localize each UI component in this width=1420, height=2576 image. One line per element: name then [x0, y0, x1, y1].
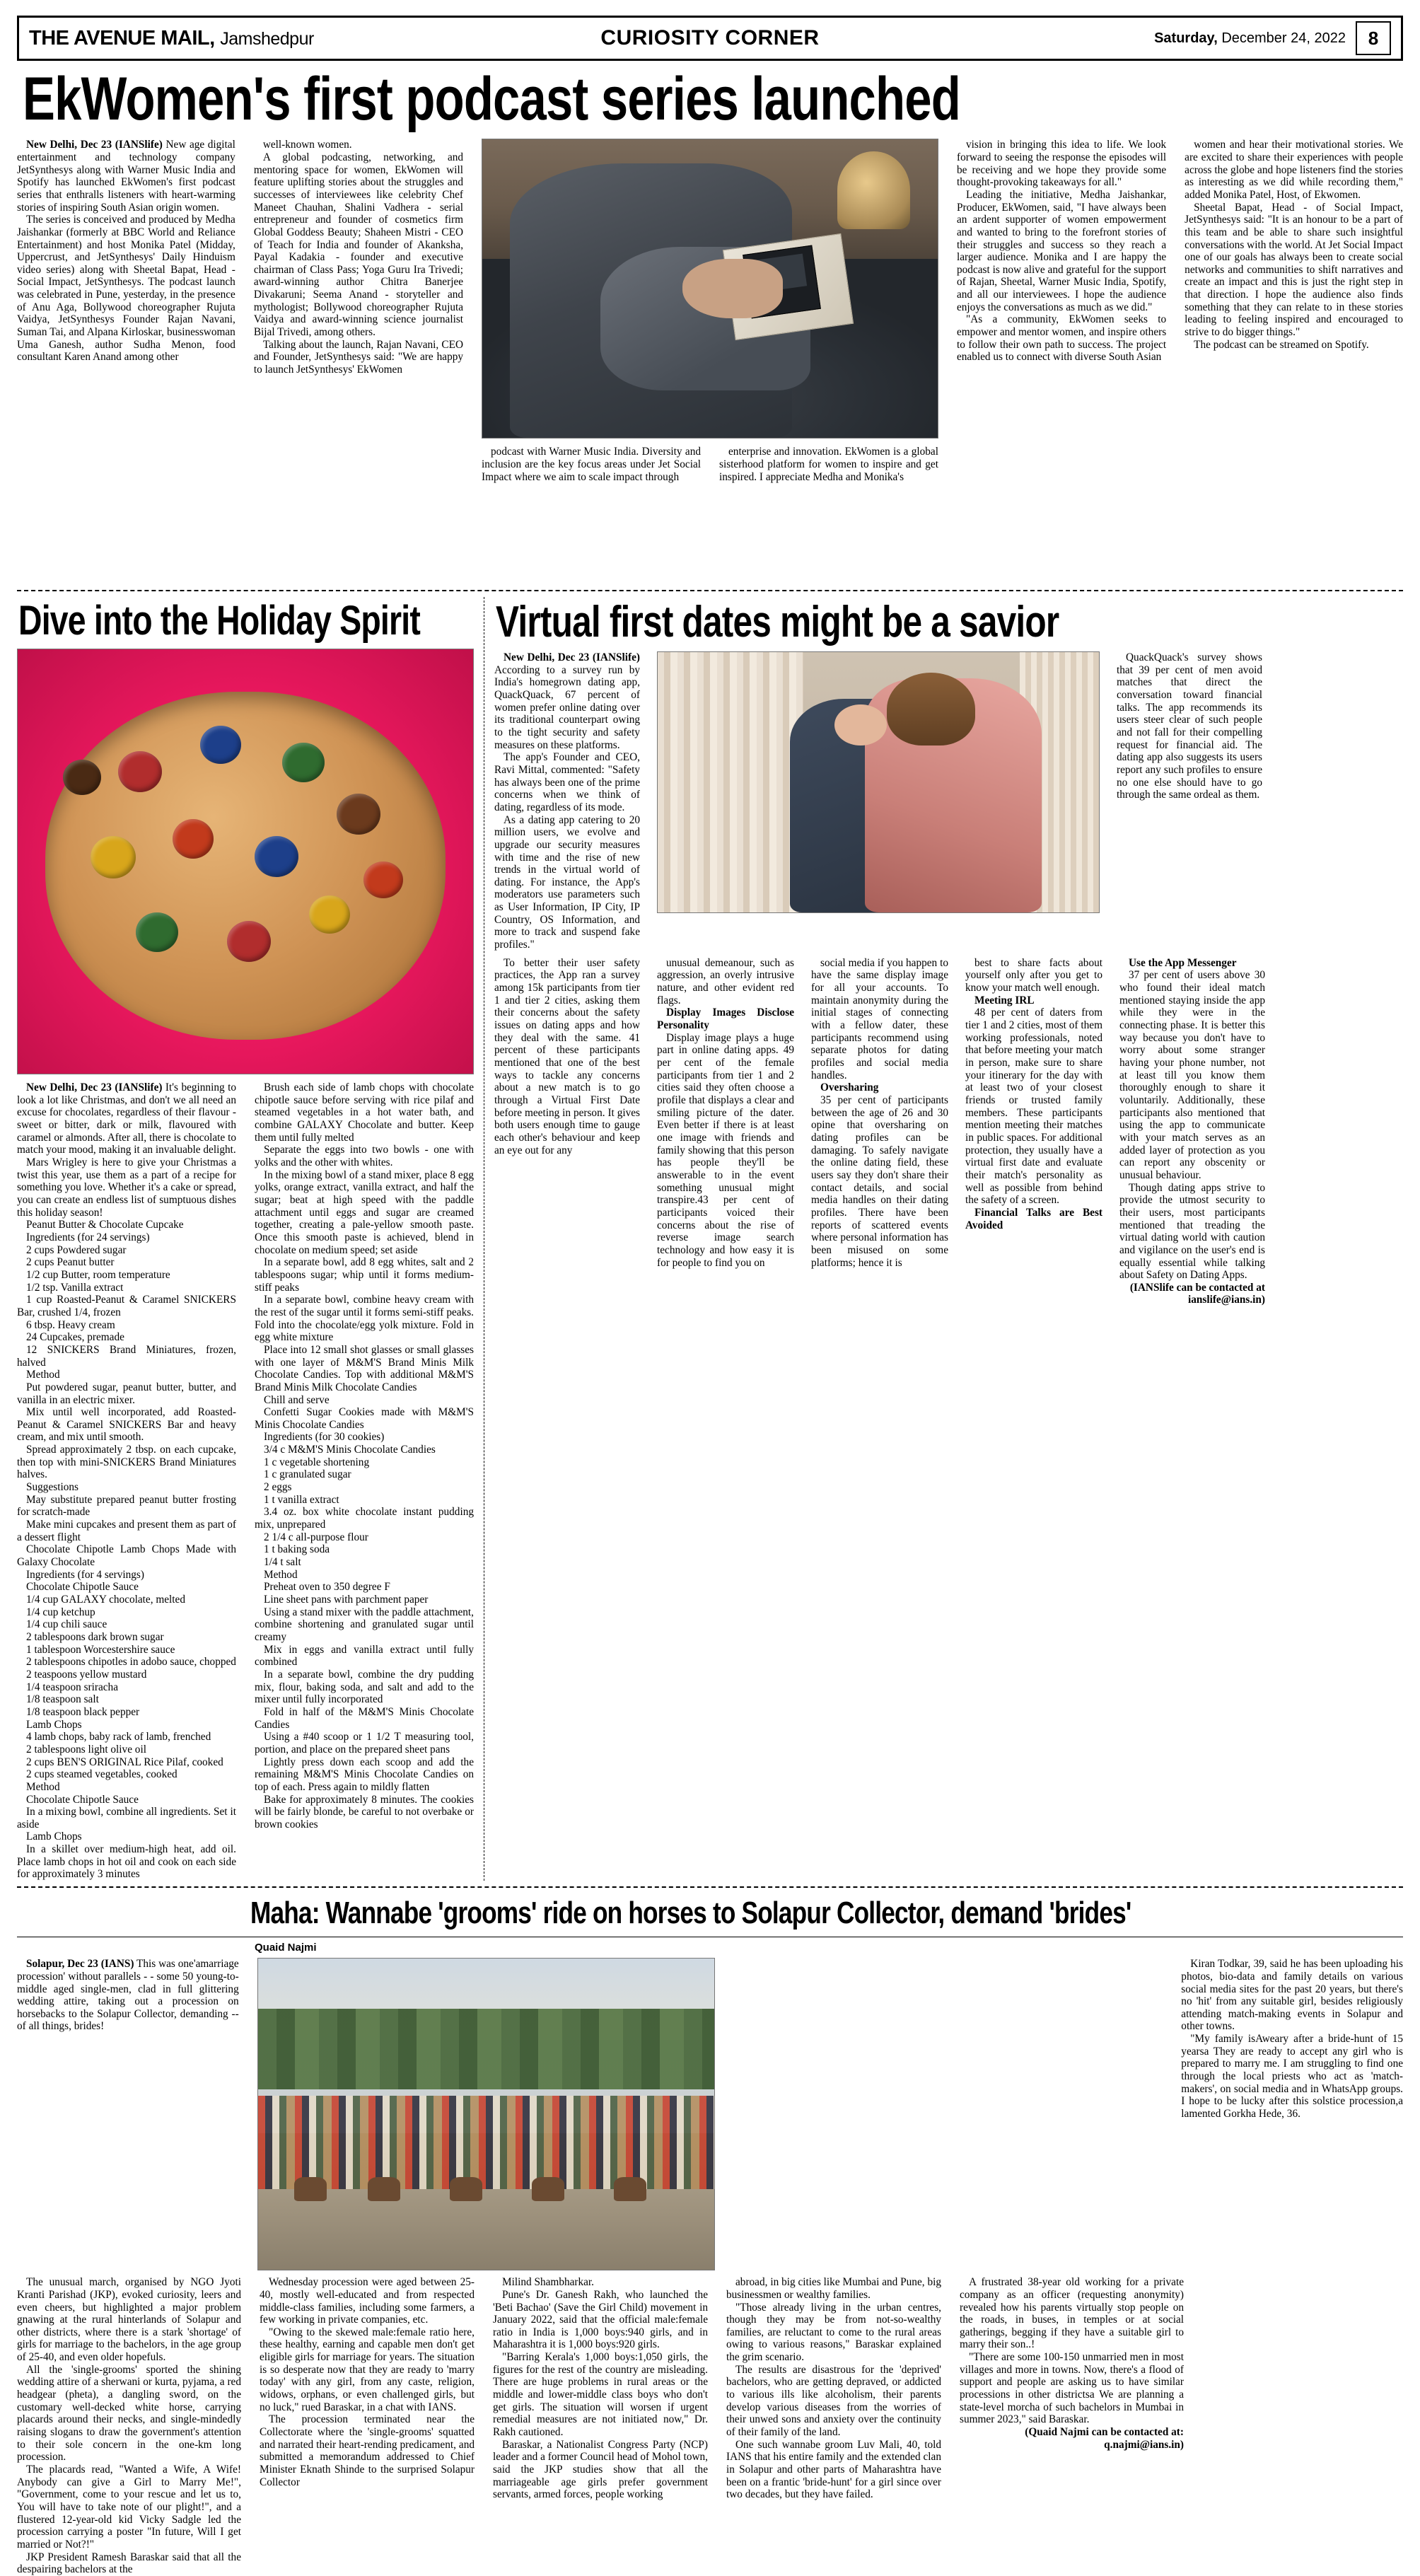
paragraph: Ingredients (for 30 cookies) [264, 1431, 385, 1444]
story1-col1 [17, 139, 245, 584]
candy-shape [173, 819, 214, 859]
story3-bottom [494, 957, 1403, 1306]
paragraph: 48 per cent of daters from tier 1 and 2 cities, most of them working professionals, noted that before meeting your match in person, make sure to share your itinerary for the day with at least two of your closest friends or trusted family members. These participants mention meeting their matches in public spaces. For additional protection, they usually have a virtual first date and evaluate their match's personality as well as possible from behind the safety of a screen. [965, 1006, 1102, 1207]
story3-photo [657, 651, 1100, 913]
paragraph: 2 tablespoons light olive oil [26, 1743, 146, 1756]
story2-col2 [245, 1081, 474, 1881]
paragraph: Talking about the launch, Rajan Navani, CEO and Founder, JetSynthesys said: "We are happy to launch JetSynthesys' EkWomen [253, 338, 464, 376]
paragraph: abroad, in big cities like Mumbai and Pune, big businessmen or wealthy families. [726, 2276, 941, 2301]
paragraph: 1/4 t salt [264, 1556, 301, 1569]
paragraph: Leading the initiative, Medha Jaishankar, Producer, EkWomen, said, "I have always been an ardent supporter of women empowerment and wanted to bring to the forefront stories of their struggles and success so they reach a larger audience. Monika and I are happy the podcast is now alive and grateful for the support of Rajan, Sheetal, Warner Music India, Spotify, and all our interviewees. I hope the audience enjoys the conversations as much as we did." [956, 188, 1167, 313]
paragraph: 4 lamb chops, baby rack of lamb, frenched [26, 1731, 211, 1744]
paragraph: women and hear their motivational stories. We are excited to share their experiences with people across the globe and hope listeners find the stories as interesting as we did while recording them," added Monika Patel, Host, of Ekwomen. [1185, 139, 1404, 201]
paragraph: 2 1/4 c all-purpose flour [264, 1531, 368, 1543]
paragraph: 1/4 cup ketchup [26, 1606, 95, 1618]
paragraph: Line sheet pans with parchment paper [264, 1594, 429, 1606]
story1-col5 [948, 139, 1175, 584]
paragraph: 1/2 tsp. Vanilla extract [26, 1281, 124, 1294]
paragraph: Method [26, 1369, 60, 1381]
contact-credit: (IANSlife can be contacted at ianslife@ians.in) [1129, 1281, 1265, 1306]
paragraph: Chocolate Chipotle Sauce [26, 1581, 139, 1594]
paragraph: All the 'single-grooms' sported the shining wedding attire of a sherwani or kurta, pyjama, a red headgear (pheta), a dangling sword, on the customary well-decked white horse, carrying placards around their necks, and single-mindedly raising slogans to draw the government's attention to their sole concern in the one-km long procession. [17, 2363, 241, 2464]
paragraph: unusual demeanour, such as aggression, an overly intrusive nature, and other evident red flags. [657, 956, 794, 1006]
paragraph: Chocolate Chipotle Lamb Chops Made with Galaxy Chocolate [17, 1543, 236, 1569]
paragraph: 2 cups Peanut butter [26, 1256, 115, 1269]
story4-top [17, 1958, 1403, 2270]
paragraph: Use the App Messenger [1129, 956, 1237, 969]
story1-photo-block [472, 139, 948, 584]
paragraph: In the mixing bowl of a stand mixer, place 8 egg yolks, orange extract, vanilla extract, and half the sugar; beat at high speed with the paddle attachment until eggs and sugar are creamed together, creating a pale-yellow smooth paste. Once this smooth paste is achieved, blend in chocolate on medium speed; set aside [255, 1168, 474, 1256]
dateline: Solapur, Dec 23 (IANS) [26, 1958, 134, 1971]
issue-day: Saturday, [1154, 30, 1218, 46]
paragraph: 1/4 teaspoon sriracha [26, 1681, 118, 1693]
story2-photo [17, 649, 474, 1074]
paragraph: Mix in eggs and vanilla extract until fully combined [255, 1643, 474, 1669]
paragraph: 1 tablespoon Worcestershire sauce [26, 1643, 175, 1656]
dateline: New Delhi, Dec 23 (IANSlife) [26, 139, 163, 151]
paragraph: Though dating apps strive to provide the utmost security to their users, most participants mentioned that treading the virtual dating world with caution and vigilance on the user's end is equally essential while talking about Safety on Dating Apps. [1119, 1181, 1265, 1282]
paragraph: 3/4 c M&M'S Minis Chocolate Candies [264, 1444, 436, 1456]
paragraph: Fold in half of the M&M'S Minis Chocolate Candies [255, 1705, 474, 1731]
paragraph: 24 Cupcakes, premade [26, 1331, 124, 1344]
paragraph: In a separate bowl, combine the dry pudding mix, flour, baking soda, and salt and add to the mixer until fully incorporated [255, 1668, 474, 1706]
paragraph: Put powdered sugar, peanut butter, butter, and vanilla in an electric mixer. [17, 1381, 236, 1406]
story4-col5-cont [950, 2276, 1184, 2576]
paragraph: Lightly press down each scoop and add the remaining M&M'S Minis Chocolate Candies on top of each. Press again to mildly flatten [255, 1756, 474, 1793]
paragraph: The podcast can be streamed on Spotify. [1194, 338, 1369, 351]
story3-col1-cont [494, 957, 648, 1306]
paragraph: Preheat oven to 350 degree F [264, 1581, 390, 1594]
paragraph: Kiran Todkar, 39, said he has been uploading his photos, bio-data and family details on various social media sites for the past 20 years, but there's no 'hit' from any suitable girl, besides religiously attending match-making events in Solapur and other towns. [1181, 1958, 1404, 2033]
story3-headline: Virtual first dates might be a savior [496, 598, 1059, 647]
horse-shape [294, 2177, 327, 2201]
story4-bottom [17, 2276, 1403, 2576]
masthead [17, 16, 1403, 61]
story3-col4 [803, 957, 957, 1306]
paragraph: Mars Wrigley is here to give your Christmas a twist this year, use them as a part of a recipe for something you love. Whether it's a cake or spread, you can create an endless list of sumptuous dishes this holiday season! [17, 1156, 236, 1219]
paragraph: Method [264, 1568, 298, 1581]
story4-byline: Quaid Najmi [255, 1942, 317, 1954]
story1-col4 [710, 446, 938, 584]
candy-shape [337, 794, 380, 835]
story4-col3 [484, 2276, 717, 2576]
paragraph: Method [26, 1780, 60, 1793]
paragraph: Display Images Disclose Personality [657, 1006, 794, 1032]
paragraph: May substitute prepared peanut butter frosting for scratch-made [17, 1493, 236, 1519]
paragraph: 1 cup Roasted-Peanut & Caramel SNICKERS Bar, crushed 1/4, frozen [17, 1294, 236, 1318]
paragraph: Sheetal Bapat, Head - of Social Impact, JetSynthesys said: "It is an honour to be a part of this team and be able to share such insightful conversations with the world. At Jet Social Impact one of our goals has always been to create social networks and communities to shift narratives and create an impact and this is just the right step in that direction. I hope the audience also finds something that they can relate to in these stories leading to feeling inspired and encouraged to strive to do bigger things." [1185, 201, 1404, 339]
paragraph: Chocolate Chipotle Sauce [26, 1793, 139, 1806]
paragraph: well-known women. [262, 139, 352, 151]
paragraph: 1 c granulated sugar [264, 1468, 351, 1481]
story1-photo [482, 139, 938, 439]
curtain-shape [658, 652, 808, 912]
paragraph: best to share facts about yourself only after you get to know your match well enough. [965, 956, 1102, 994]
story4-col1-cont [17, 2276, 250, 2576]
issue-date-text: December 24, 2022 [1217, 30, 1346, 46]
page-number: 8 [1356, 21, 1391, 55]
paragraph: Milind Shambharkar. [502, 2276, 595, 2289]
paragraph: 2 cups BEN'S ORIGINAL Rice Pilaf, cooked [26, 1756, 223, 1768]
story3-col5 [957, 957, 1111, 1306]
paragraph: Financial Talks are Best Avoided [965, 1206, 1102, 1231]
paragraph: "There are some 100-150 unmarried men in most villages and more in towns. Now, there's a flood of support and people are asking us to have similar processions in other districtsa We are planning a state-level morcha of such bachelors in Mumbai in summer 2023," said Baraskar. [960, 2351, 1184, 2426]
paragraph: Meeting IRL [974, 994, 1035, 1006]
paragraph: The unusual march, organised by NGO Jyoti Kranti Parishad (JKP), evoked curiosity, leers and even cheers, but highlighted a major problem gnawing at the rural hinterlands of Solapur and other districts, where there is a stark 'shortage' of girls for marriage to the bachelors, in the age group of 25-40, and even older hopefuls. [17, 2276, 241, 2364]
paragraph: Wednesday procession were aged between 25-40, mostly well-educated and from respected middle-class families, including some farmers, a few working in private companies, etc. [260, 2276, 475, 2326]
middle-row [17, 597, 1403, 1881]
contact-credit: (Quaid Najmi can be contacted at: q.najmi@ians.in) [1025, 2426, 1184, 2451]
paragraph: The placards read, "Wanted a Wife, A Wife! Anybody can give a Girl to Marry Me!", "Government, come to your rescue and let us to, You will have to take note of our plight!", and a flustered 12-year-old kid Vicky Sadgle led the procession carrying a poster "In future, Will I get married or Not?!" [17, 2464, 241, 2551]
paragraph: Spread approximately 2 tbsp. on each cupcake, then top with mini-SNICKERS Brand Miniatures halves. [17, 1444, 236, 1481]
paragraph: 3.4 oz. box white chocolate instant pudding mix, unprepared [255, 1506, 474, 1531]
paragraph: 1/4 cup GALAXY chocolate, melted [26, 1594, 185, 1606]
paragraph: "Those already living in the urban centres, though they may be from not-so-wealthy families, are reluctant to come to the rural areas owing to various reasons," Baraskar explained the grim scenario. [726, 2301, 941, 2364]
paragraph: Pune's Dr. Ganesh Rakh, who launched the 'Beti Bachao' (Save the Girl Child) movement in January 2022, said that the official male:female ratio in India is 1,000 boys:940 girls, and in Maharashtra it is 1,000 boys:920 girls. [493, 2288, 708, 2351]
story1-subcols [482, 446, 938, 584]
paragraph: "My family isAweary after a bride-hunt of 15 yearsa They are ready to accept any girl who is prepared to marry me. I am struggling to find one through the local priests who act as 'match-makers', on social media and in WhatsApp groups. I hope to be lucky after this solstice procession,a lamented Gorkha Hede, 36. [1181, 2033, 1404, 2120]
story3-col3 [648, 957, 803, 1306]
paragraph: Ingredients (for 24 servings) [26, 1231, 150, 1243]
issue-date [1154, 30, 1346, 47]
candy-shape [227, 921, 271, 962]
paragraph: Solapur, Dec 23 (IANS) This was one'amarriage procession' without parallels - - some 50 young-to-middle aged single-men, clad in full glittering wedding attire, taking out a procession on horsebacks to the Solapur Collector, demanding -- of all things, brides! [17, 1958, 239, 2033]
paragraph: New Delhi, Dec 23 (IANSlife) New age digital entertainment and technology company JetSynthesys along with Warner Music India and Spotify has launched EkWomen's first podcast series that enthralls listeners with heart-warming stories of inspiring South Asian origin women. [17, 139, 235, 214]
paragraph: "Barring Kerala's 1,000 boys:1,050 girls, the figures for the rest of the country are misleading. There are huge problems in rural areas or the middle and lower-middle class boys who don't get girls. The situation will worsen if urgent remedial measures are not initiated now," Dr. Rakh cautioned. [493, 2351, 708, 2439]
paragraph: Confetti Sugar Cookies made with M&M'S Minis Chocolate Candies [255, 1406, 474, 1431]
paragraph: The app's Founder and CEO, Ravi Mittal, commented: "Safety has always been one of the prime concerns when we think of dating, regardless of its mode. [494, 751, 640, 813]
candy-shape [118, 751, 162, 792]
paragraph: 1 t vanilla extract [264, 1493, 339, 1506]
story2-col1 [17, 1081, 245, 1881]
story4-header [17, 1893, 1403, 1932]
paragraph: In a separate bowl, add 8 egg whites, salt and 2 tablespoons sugar; whip until it forms medium-stiff peaks [255, 1256, 474, 1294]
story3-col6-top [1108, 651, 1262, 951]
paragraph: New Delhi, Dec 23 (IANSlife) According to a survey run by India's homegrown dating app, QuackQuack, 67 percent of women prefer online dating over its traditional counterpart owing to the tight security and safety measures on these platforms. [494, 651, 640, 751]
horse-shape [368, 2177, 400, 2201]
story2-headline: Dive into the Holiday Spirit [18, 598, 420, 644]
paragraph: 2 tablespoons chipotles in adobo sauce, chopped [26, 1656, 236, 1669]
story4-photo-block [248, 1958, 1172, 2270]
story4-col5-top [724, 1958, 958, 2270]
paragraph: A global podcasting, networking, and mentoring space for women, EkWomen will feature uplifting stories about the struggles and successes of interviewees like celebrity Chef Maneet Chauhan, Shalini Vadhera - serial entrepreneur and founder of cosmetics firm Global Goddess Beauty; Shaheen Mistri - CEO of Teach for India and founder of Akanksha, Payal Kadakia - founder and executive chairman of Class Pass; Yoga Guru Ira Trivedi; award-winning author Chitra Banerjee Divakaruni; Seema Anand - storyteller and mythologist; Bollywood choreographer Rujuta Vaidya and award-winning science journalist Bijal Trivedi, among others. [253, 151, 464, 339]
story4-photo [257, 1958, 715, 2270]
paragraph: Using a #40 scoop or 1 1/2 T measuring tool, portion, and place on the prepared sheet pans [255, 1731, 474, 1756]
paragraph: The results are disastrous for the 'deprived' bachelors, who are getting depraved, or addicted to various ills like alcoholism, their parents develop various diseases from the worries of their unwed sons and anxiety over the continuity of their family of the land. [726, 2363, 941, 2439]
paragraph: The series is conceived and produced by Medha Jaishankar (formerly at BBC World and Reliance Entertainment) and host Monika Patel (Midday, Uppercrust, and JetSynthesys' Daily Hinduism video series) along with Sheetal Bapat, Head - Social Impact, JetSynthesys. The podcast launch was celebrated in Pune, yesterday, in the presence of Anu Aga, Bollywood choreographer Rujuta Vaidya, JetSynthesys Founder Rajan Navani, Suman Tai, and Alpana Kirloskar, businesswoman Uma Ganesh, author Sudha Menon, food consultant Karen Anand among other [17, 214, 235, 364]
paragraph: 1/4 cup chili sauce [26, 1618, 107, 1631]
dateline: New Delhi, Dec 23 (IANSlife) [26, 1081, 163, 1094]
paragraph: Chill and serve [264, 1393, 330, 1406]
paragraph: 2 cups steamed vegetables, cooked [26, 1768, 178, 1781]
story4-col4 [717, 2276, 950, 2576]
paragraph: "Owing to the skewed male:female ratio here, these healthy, earning and capable men don't get eligible girls for marriage for years. The situation is so desperate now that they are ready to 'marry today' with any girl, from any caste, religion, widows, orphans, or even challenged girls, but no luck," rued Baraskar, in a chat with IANS. [260, 2326, 475, 2413]
paragraph: vision in bringing this idea to life. We look forward to seeing the response the episodes will be receiving and we hope they provide some thought-provoking takeaways for all." [956, 139, 1167, 189]
paragraph: QuackQuack's survey shows that 39 per cent of men avoid matches that direct the conversation toward financial talks. The app recommends its users steer clear of such people and not fall for their compelling request for financial aid. The dating app also suggests its users report any such profiles to ensure no one else should have to go through the same ordeal as them. [1117, 651, 1262, 801]
paragraph: JKP President Ramesh Baraskar said that all the despairing bachelors at the [17, 2551, 241, 2576]
story4-col2 [250, 2276, 484, 2576]
paragraph: The procession terminated near the Collectorate where the 'single-grooms' squatted and narrated their heart-rending predicament, and submitted a memorandum addressed to Chief Minister Eknath Shinde to the surprised Solapur Collector [260, 2413, 475, 2488]
candy-shape [255, 836, 298, 877]
paragraph: Separate the eggs into two bowls - one with yolks and the other with whites. [255, 1144, 474, 1169]
paragraph: podcast with Warner Music India. Diversity and inclusion are the key focus areas under Jet Social Impact where we aim to scale impact through [482, 446, 701, 483]
horse-shape [450, 2177, 482, 2201]
story4-headline: Maha: Wannabe 'grooms' ride on horses to Solapur Collector, demand 'brides' [250, 1896, 1131, 1931]
paragraph: 2 teaspoons yellow mustard [26, 1668, 147, 1681]
paragraph: New Delhi, Dec 23 (IANSlife) It's beginning to look a lot like Christmas, and don't we all need an excuse for chocolates, regardless of their flavour - sweet or bitter, dark or milk, flavoured with caramel or almonds. After all, there is chocolate to match your mood, making it an invaluable delight. [17, 1081, 236, 1156]
paragraph: In a separate bowl, combine heavy cream with the rest of the sugar until it forms semi-stiff peaks. Fold into the chocolate/egg yolk mixture. Fold in egg white mixture [255, 1294, 474, 1344]
paragraph: 2 eggs [264, 1481, 292, 1494]
story1-col6 [1175, 139, 1403, 584]
paragraph: In a mixing bowl, combine all ingredients. Set it aside [17, 1806, 236, 1831]
story4-col1 [17, 1958, 248, 2270]
paragraph: 2 tablespoons dark brown sugar [26, 1630, 164, 1643]
paragraph: Place into 12 small shot glasses or small glasses with one layer of M&M'S Brand Minis Milk Chocolate Candies. Top with additional M&M'S Brand Minis Milk Chocolate Candies [255, 1343, 474, 1393]
candy-shape [91, 836, 136, 878]
paragraph: 6 tbsp. Heavy cream [26, 1318, 115, 1331]
paragraph: 1 c vegetable shortening [264, 1456, 370, 1468]
paragraph: Suggestions [26, 1481, 78, 1494]
paper-title: THE AVENUE MAIL, [29, 26, 215, 50]
paragraph: 2 cups Powdered sugar [26, 1243, 127, 1256]
dateline: New Delhi, Dec 23 (IANSlife) [504, 651, 640, 664]
paragraph: 12 SNICKERS Brand Miniatures, frozen, halved [17, 1343, 236, 1369]
paragraph: Brush each side of lamb chops with chocolate chipotle sauce before serving with rice pilaf and steamed vegetables in a hot water bath, and combine GALAXY Chocolate and butter. Keep them until fully melted [255, 1081, 474, 1144]
section-title: CURIOSITY CORNER [600, 26, 820, 50]
story3-top [494, 651, 1403, 951]
story3-col6 [1111, 957, 1265, 1306]
story3 [484, 597, 1403, 1881]
paragraph: Peanut Butter & Chocolate Cupcake [26, 1219, 184, 1231]
paragraph: 37 per cent of users above 30 who found their ideal match mentioned staying inside the app while they were in the connecting phase. It is better this way because you don't have to worry about some stranger having your phone number, not at least till you know them thoroughly enough to share it voluntarily. Additionally, these participants also mentioned that using the app to communicate with your match serves as an added layer of protection as you can report any obscenity or unusual behaviour. [1119, 969, 1265, 1181]
story1-col3 [482, 446, 710, 584]
paragraph: Baraskar, a Nationalist Congress Party (NCP) leader and a former Council head of Mohol town, said the JKP studies show that all the marriageable age girls prefer government servants, armed forces, people working [493, 2438, 708, 2501]
paragraph: Display image plays a huge part in online dating apps. 49 per cent of the female participants from tier 1 and 2 cities said they often choose a profile that displays a clear and smiling picture of the dater. Even better if there is at least one image with friends and family showing that this person has people they'll be answerable to in the event something unusual might transpire.43 per cent of participants voiced their concerns about the rise of reverse image search technology and how easy it is for people to find you on [657, 1031, 794, 1269]
candy-shape [200, 726, 241, 764]
paragraph: Lamb Chops [26, 1831, 82, 1843]
paragraph: social media if you happen to have the same display image for all your accounts. To maintain anonymity during the initial stages of connecting with a fellow dater, these participants recommend using separate photos for dating profiles and social media handles. [811, 956, 948, 1081]
candy-shape [309, 895, 350, 934]
story1-body [17, 139, 1403, 584]
paragraph: 35 per cent of participants between the age of 26 and 30 opine that oversharing on dating profiles can be damaging. To safely navigate the online dating field, these users say they don't share their contact details, and social media handles on their dating profiles. There have been reports of scattered events where personal information has been misused on some platforms; hence it is [811, 1093, 948, 1269]
paragraph: Using a stand mixer with the paddle attachment, combine shortening and granulated sugar until creamy [255, 1606, 474, 1643]
story2-body [17, 1081, 474, 1881]
story4-photo-wrap [257, 1958, 724, 2270]
paragraph: As a dating app catering to 20 million users, we evolve and upgrade our security measures with time and the rise of new trends in the virtual world of dating. For instance, the App's moderators use parameters such as User Information, IP City, IP Country, OS Information, and more to track and suspend fake profiles." [494, 813, 640, 951]
story3-col1 [494, 651, 648, 951]
treeline-shape [258, 2009, 714, 2089]
paper-city: Jamshedpur [220, 28, 314, 49]
paragraph: Ingredients (for 4 servings) [26, 1568, 144, 1581]
paragraph: "As a community, EkWomen seeks to empower and mentor women, and inspire others to follow their own path to success. The project enabled us to connect with diverse South Asian [956, 313, 1167, 364]
paragraph: 1/8 teaspoon salt [26, 1693, 99, 1706]
story3-photo-block [648, 651, 1108, 951]
paragraph: One such wannabe groom Luv Mali, 40, told IANS that his entire family and the extended clan in Solapur and other parts of Maharashtra have been on a frantic 'bride-hunt' for a girl since over two decades, but they have failed. [726, 2438, 941, 2501]
candy-shape [282, 743, 325, 782]
paragraph: In a skillet over medium-high heat, add oil. Place lamb chops in hot oil and cook on each side for approximately 3 minutes [17, 1843, 236, 1881]
paragraph: Make mini cupcakes and present them as part of a dessert flight [17, 1519, 236, 1543]
horse-shape [532, 2177, 564, 2201]
story1-headline: EkWomen's first podcast series launched [23, 65, 960, 133]
divider-2 [17, 1886, 1403, 1888]
paragraph: Mix until well incorporated, add Roasted-Peanut & Caramel SNICKERS Bar and heavy cream, and mix until smooth. [17, 1406, 236, 1444]
paragraph: A frustrated 38-year old working for a private company as an officer (requesting anonymity) revealed how his parents virtually stop people on the roads, in buses, in temples or at social gatherings, begging if they have a suitable girl to marry their son..! [960, 2276, 1184, 2351]
paragraph: Lamb Chops [26, 1718, 82, 1731]
crowd-shape [258, 2096, 714, 2189]
story1-col2 [245, 139, 472, 584]
hand-shape [682, 259, 783, 318]
lamp-shape [837, 151, 910, 229]
paragraph: enterprise and innovation. EkWomen is a global sisterhood platform for women to inspire and get inspired. I appreciate Medha and Monika's [719, 446, 938, 483]
story4-col5 [1172, 1958, 1403, 2270]
story2 [17, 597, 484, 1881]
paragraph: 1 t baking soda [264, 1543, 330, 1556]
paragraph: 1/2 cup Butter, room temperature [26, 1268, 170, 1281]
paragraph: 1/8 teaspoon black pepper [26, 1705, 140, 1718]
hair-shape [887, 673, 975, 745]
horse-shape [614, 2177, 646, 2201]
paragraph: Bake for approximately 8 minutes. The cookies will be fairly blonde, be careful to not overbake or brown cookies [255, 1793, 474, 1831]
paragraph: Oversharing [820, 1081, 879, 1094]
divider-1 [17, 590, 1403, 591]
masthead-right [1154, 21, 1391, 55]
paragraph: To better their user safety practices, the App ran a survey among 15k participants from tier 1 and tier 2 cities, asking them their concerns about the safety issues on dating apps and how they deal with the same. 41 percent of these participants mentioned that one of the best ways to tackle any concerns about a new match is to go through a Virtual First Date before meeting in person. It gives both users enough time to gauge each other's behaviour and keep an eye out for any [494, 956, 640, 1156]
